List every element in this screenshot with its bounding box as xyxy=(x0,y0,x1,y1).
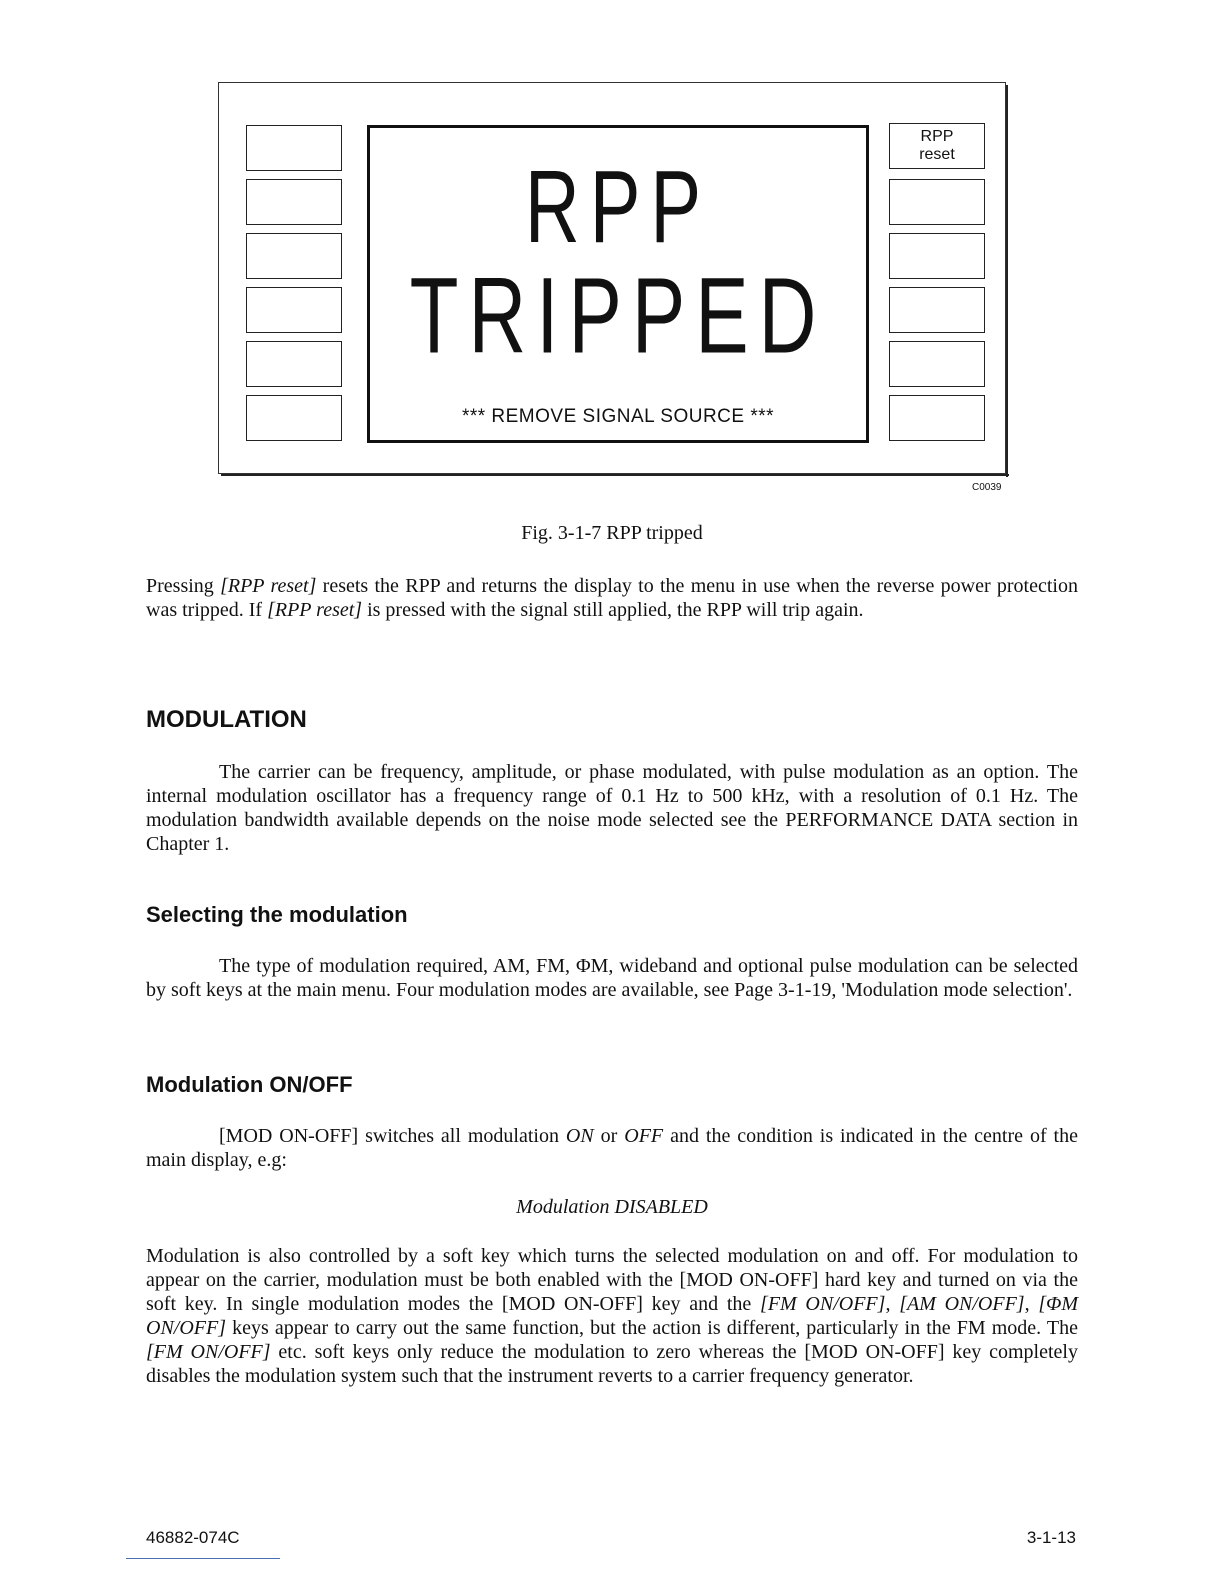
softkey-left-4 xyxy=(246,287,342,333)
heading-modulation-onoff: Modulation ON/OFF xyxy=(146,1072,353,1097)
figure-shadow-right xyxy=(1006,85,1008,477)
example-display-text: Modulation DISABLED xyxy=(516,1196,708,1218)
paragraph-modulation-softkey: Modulation is also controlled by a soft key which turns the selected modulation on and off. For modulation to appear on the carrier, modulation must be both enabled with the [MOD ON-OFF] hard key and turned on via the soft key. In single modulation modes the [MOD ON-OFF] key and the [FM ON/OFF], [AM ON/OFF], [ΦM ON/OFF] keys appear to carry out the same function, but the action is different, particularly in the FM mode. The [FM ON/OFF] etc. soft keys only reduce the modulation to zero whereas the [MOD ON-OFF] key completely disables the modulation system such that the instrument reverts to a carrier frequency generator. xyxy=(146,1245,1079,1387)
key-rpp-reset: [RPP reset] xyxy=(220,575,317,597)
footer-rule xyxy=(126,1558,280,1559)
softkey-right-4 xyxy=(889,287,985,333)
softkey-left-1 xyxy=(246,125,342,171)
screen-line-rpp: RPP xyxy=(524,150,712,265)
paragraph-modulation: The carrier can be frequency, amplitude, or phase modulated, with pulse modulation as an option. The internal modulation oscillator has a frequency range of 0.1 Hz to 500 kHz, with a resolution of 0.1 Hz. The modulation bandwidth available depends on the noise mode selected see the PERFORMANCE DATA section in Chapter 1. xyxy=(146,761,1078,855)
softkey-rpp-reset: RPP reset xyxy=(889,123,985,169)
footer-page-number: 3-1-13 xyxy=(1026,1528,1076,1547)
display-screen xyxy=(367,125,869,443)
heading-modulation: MODULATION xyxy=(146,706,307,733)
figure-shadow-bottom xyxy=(221,474,1009,476)
softkey-right-5 xyxy=(889,341,985,387)
figure-caption: Fig. 3-1-7 RPP tripped xyxy=(521,522,703,544)
footer-doc-number: 46882-074C xyxy=(146,1528,240,1547)
screen-message: *** REMOVE SIGNAL SOURCE *** xyxy=(461,406,775,427)
screen-line-tripped: TRIPPED xyxy=(409,255,827,376)
softkey-left-2 xyxy=(246,179,342,225)
softkey-left-6 xyxy=(246,395,342,441)
paragraph-selecting-modulation: The type of modulation required, AM, FM, ΦM, wideband and optional pulse modulation can be selected by soft keys at the main menu. Four modulation modes are available, see Page 3-1-19, 'Modulation mode selection'. xyxy=(146,955,1078,1001)
heading-selecting-modulation: Selecting the modulation xyxy=(146,902,408,927)
key-rpp-reset: [RPP reset] xyxy=(267,599,363,621)
figure-code: C0039 xyxy=(972,482,1002,493)
rpp-tripped-figure xyxy=(218,82,1006,474)
paragraph-rpp-reset: Pressing [RPP reset] resets the RPP and returns the display to the menu in use when the reverse power protection was tripped. If [RPP reset] is pressed with the signal still applied, the RPP will trip again. xyxy=(146,575,1078,621)
paragraph-modulation-onoff: [MOD ON-OFF] switches all modulation ON or OFF and the condition is indicated in the centre of the main display, e.g: xyxy=(146,1125,1078,1171)
softkey-left-3 xyxy=(246,233,342,279)
softkey-right-6 xyxy=(889,395,985,441)
softkey-left-5 xyxy=(246,341,342,387)
softkey-right-3 xyxy=(889,233,985,279)
softkey-right-2 xyxy=(889,179,985,225)
